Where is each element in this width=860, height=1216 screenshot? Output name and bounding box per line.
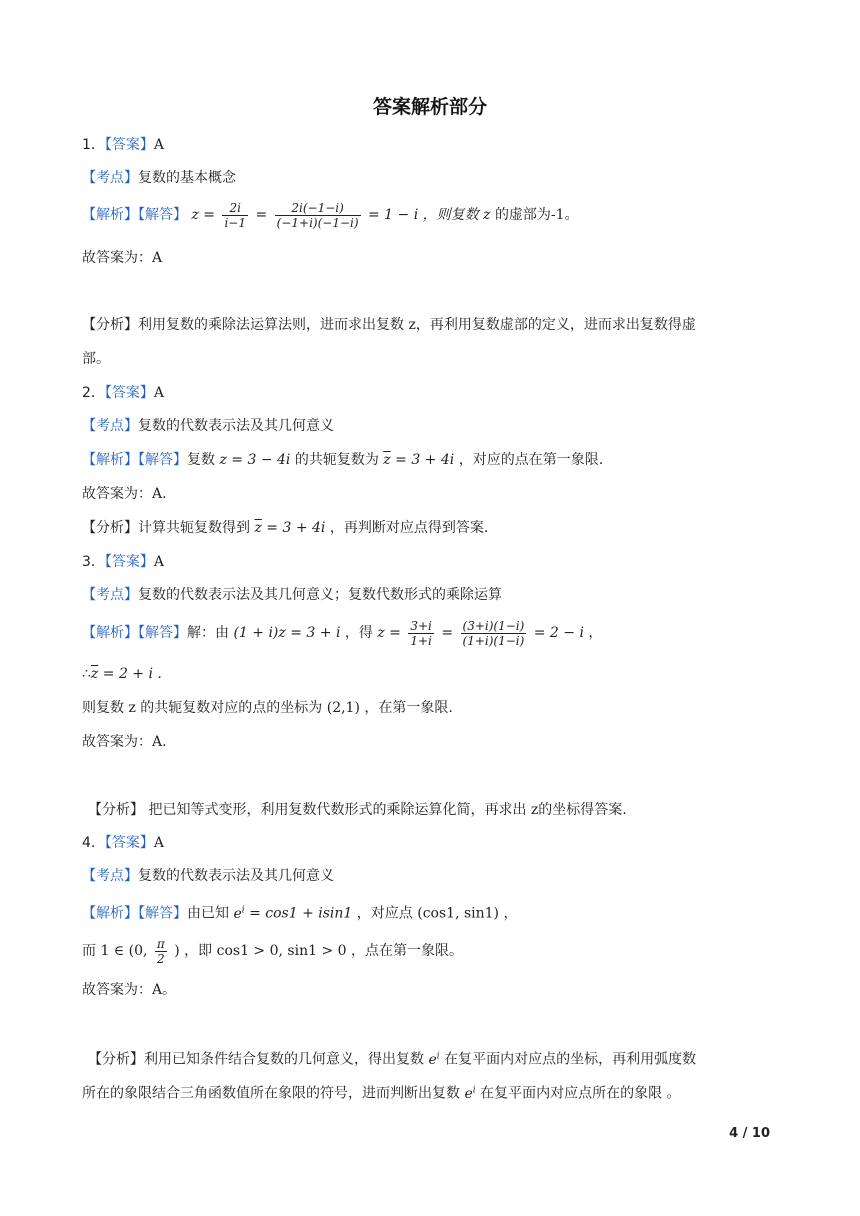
analysis-tag: 【解析】 — [82, 625, 138, 641]
q1-eq-sign: = — [255, 207, 268, 223]
q4-fenxi-line-1 — [88, 1046, 696, 1070]
q4-conclusion: 故答案为：A。 — [82, 982, 177, 998]
q1-number: 1． — [82, 137, 105, 153]
q4-text-d: ，对应点 (cos1, sin1) ， — [356, 905, 518, 922]
q1-topic: 复数的基本概念 — [138, 170, 236, 186]
fenxi-tag: 【分析】 — [82, 520, 138, 536]
topic-tag: 【考点】 — [82, 418, 138, 434]
q1-answer-line — [82, 135, 164, 155]
answer-tag: 【答案】 — [104, 137, 154, 153]
q3-fraction-2: $\frac{(3+i)(1-i)}{(1+i)(1-i)}$ — [462, 618, 525, 648]
q3-answer: A — [153, 554, 165, 570]
q4-answer-line — [82, 833, 164, 853]
q3-zbar: $\overline{z}$ — [90, 666, 99, 682]
q4-range-a: 而 1 ∈ (0, — [82, 943, 148, 959]
q4-fenxi-1a: 利用已知条件结合复数的几何意义，得出复数 — [144, 1051, 424, 1068]
answer-tag: 【答案】 — [104, 835, 154, 851]
q4-topic: 复数的代数表示法及其几何意义 — [138, 868, 334, 884]
q3-eq-sign: = — [441, 625, 454, 641]
q2-fenxi-zbar: $\overline{z}$ — [254, 520, 262, 536]
solution-tag: 【解答】 — [138, 905, 187, 922]
q1-eq-tail: 的虚部为-1。 — [494, 207, 579, 223]
q2-fenxi-line — [82, 518, 488, 538]
q4-fenxi-e: $e^i$ — [428, 1051, 440, 1068]
q4-eq: = cos1 + isin1 — [249, 905, 353, 922]
q2-eq-z: z = 3 − 4i — [219, 452, 291, 468]
fenxi-tag: 【分析】 — [88, 802, 144, 818]
q3-coordinate-line: 则复数 z 的共轭复数对应的点的坐标为 (2,1) ，在第一象限. — [82, 700, 453, 716]
q4-range-line — [82, 936, 463, 966]
q3-therefore: ∴ — [82, 666, 91, 682]
q3-topic-line — [82, 585, 502, 605]
fenxi-tag: 【分析】 — [88, 1051, 144, 1068]
q1-answer: A — [153, 137, 165, 153]
solution-tag: 【解答】 — [138, 207, 187, 223]
q3-eq-result: = 2 − i — [533, 625, 584, 641]
q4-fenxi-e2: $e^i$ — [464, 1085, 476, 1102]
q1-fenxi-line-2: 部。 — [82, 351, 110, 367]
q2-eq-zbar: = 3 + 4i — [395, 452, 455, 468]
q2-fenxi-eq: = 3 + 4i — [266, 520, 326, 536]
q4-answer: A — [153, 835, 165, 851]
solution-tag: 【解答】 — [138, 625, 187, 641]
q3-answer-line — [82, 552, 164, 572]
q2-text-a: 复数 — [187, 452, 215, 468]
q1-conclusion: 故答案为：A — [82, 250, 163, 266]
q1-fenxi-line-1 — [82, 315, 696, 335]
q2-topic: 复数的代数表示法及其几何意义 — [138, 418, 334, 434]
q1-topic-line — [82, 168, 236, 188]
q2-number: 2． — [82, 385, 105, 401]
page-title: 答案解析部分 — [372, 96, 487, 118]
fenxi-tag: 【分析】 — [82, 317, 138, 333]
q2-conclusion: 故答案为：A. — [82, 486, 167, 502]
q1-solution-line — [82, 200, 579, 230]
q4-fenxi-2b: 在复平面内对应点所在的象限 。 — [480, 1085, 681, 1102]
q1-eq-post: = 1 − i ，则复数 — [367, 207, 479, 223]
q1-z: z — [483, 207, 491, 223]
answer-tag: 【答案】 — [104, 554, 154, 570]
q1-eq-pre: z = — [191, 207, 216, 223]
q2-answer: A — [153, 385, 165, 401]
q3-text-c: ，得 — [344, 625, 373, 641]
q3-eq-1: (1 + i)z = 3 + i — [233, 625, 341, 641]
q4-fenxi-line-2 — [82, 1080, 681, 1104]
q4-text-a: 由已知 — [187, 905, 229, 922]
topic-tag: 【考点】 — [82, 170, 138, 186]
q4-topic-line — [82, 866, 334, 886]
q3-topic: 复数的代数表示法及其几何意义；复数代数形式的乘除运算 — [138, 587, 502, 603]
solution-tag: 【解答】 — [138, 452, 187, 468]
q4-solution-line — [82, 900, 517, 924]
q2-fenxi-a: 计算共轭复数得到 — [138, 520, 250, 536]
q3-zbar-eq: = 2 + i . — [102, 666, 162, 682]
q2-answer-line — [82, 383, 164, 403]
analysis-tag: 【解析】 — [82, 452, 138, 468]
analysis-tag: 【解析】 — [82, 207, 138, 223]
topic-tag: 【考点】 — [82, 868, 138, 884]
q2-zbar: $\overline{z}$ — [383, 452, 391, 468]
q3-fenxi-text: 把已知等式变形，利用复数代数形式的乘除运算化简，再求出 z的坐标得答案. — [148, 802, 627, 818]
answer-tag: 【答案】 — [104, 385, 154, 401]
page-number: 4 / 10 — [729, 1126, 770, 1141]
q4-e: $e^i$ — [233, 905, 245, 922]
q2-text-c: 的共轭复数为 — [294, 452, 379, 468]
analysis-tag: 【解析】 — [82, 905, 138, 922]
q4-fenxi-1b: 在复平面内对应点的坐标，再利用弧度数 — [444, 1051, 697, 1068]
q3-solution-line — [82, 618, 602, 648]
q1-fraction-1: $\frac{2i}{i-1}$ — [224, 200, 246, 230]
q4-range-b: ) ，即 cos1 > 0, sin1 > 0 ，点在第一象限。 — [174, 943, 463, 959]
q2-text-f: ，对应的点在第一象限. — [458, 452, 604, 468]
q2-solution-line — [82, 450, 603, 470]
q3-text-a: 解：由 — [187, 625, 229, 641]
q4-fenxi-2a: 所在的象限结合三角函数值所在象限的符号，进而判断出复数 — [82, 1085, 460, 1102]
q3-number: 3． — [82, 554, 105, 570]
q4-pi-fraction: $\frac{\pi}{2}$ — [156, 936, 165, 966]
topic-tag: 【考点】 — [82, 587, 138, 603]
q3-fenxi-line — [88, 800, 627, 820]
q2-topic-line — [82, 416, 334, 436]
q2-fenxi-d: ，再判断对应点得到答案. — [329, 520, 489, 536]
q3-conclusion: 故答案为：A. — [82, 734, 167, 750]
q1-fenxi-text: 利用复数的乘除法运算法则，进而求出复数 z，再利用复数虚部的定义，进而求出复数得虚 — [138, 317, 696, 333]
q3-zbar-line — [82, 664, 162, 684]
q1-fraction-2: $\frac{2i(-1-i)}{(-1+i)(-1-i)}$ — [276, 200, 359, 230]
q3-fraction-1: $\frac{3+i}{1+i}$ — [410, 618, 432, 648]
q3-text-f: ， — [588, 625, 603, 641]
q4-number: 4． — [82, 835, 105, 851]
q3-eq-z: z = — [377, 625, 401, 641]
